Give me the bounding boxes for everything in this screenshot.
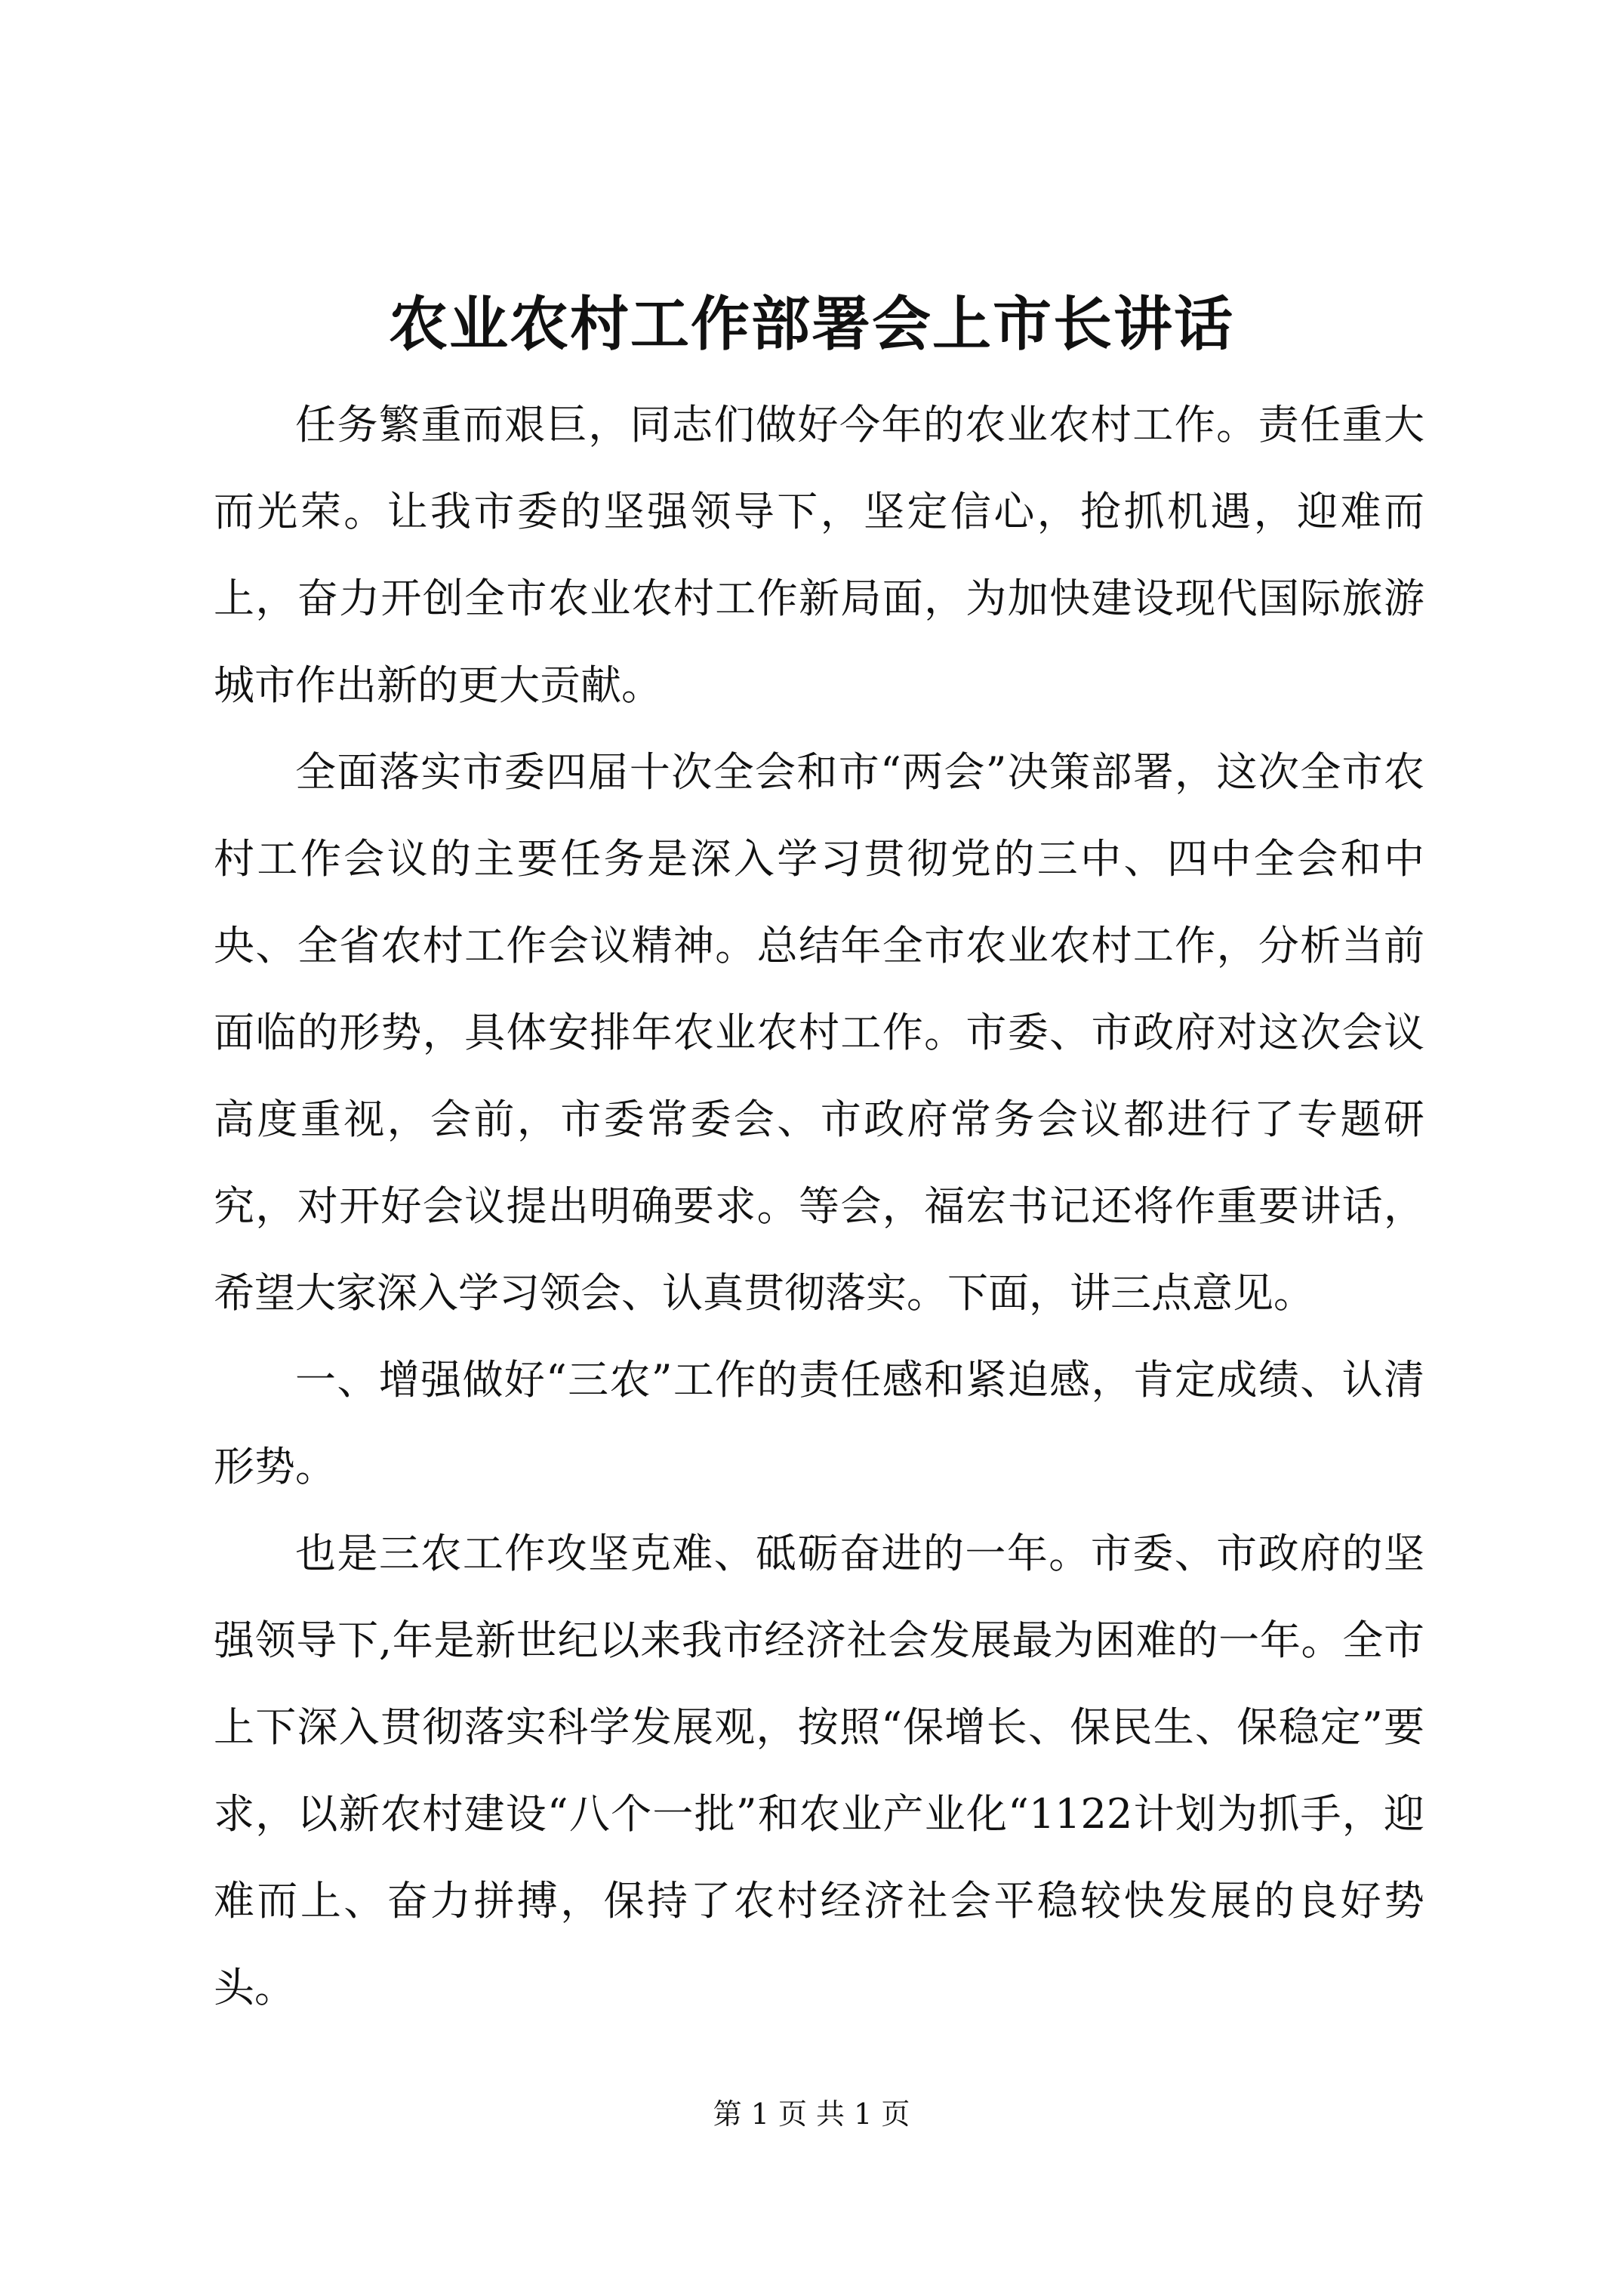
paragraph-2: 全面落实市委四届十次全会和市“两会”决策部署，这次全市农村工作会议的主要任务是深入学习贯彻党的三中、四中全会和中央、全省农村工作会议精神。总结年全市农业农村工作，分析当前面临的形势，具体安排年农业农村工作。市委、市政府对这次会议高度重视，会前，市委常委会、市政府常务会议都进行了专题研究，对开好会议提出明确要求。等会，福宏书记还将作重要讲话，希望大家深入学习领会、认真贯彻落实。下面，讲三点意见。 — [214, 748, 1424, 1317]
document-body — [214, 381, 1424, 2031]
paragraph-3: 一、增强做好“三农”工作的责任感和紧迫感，肯定成绩、认清形势。 — [214, 1356, 1424, 1490]
paragraph-1: 任务繁重而艰巨，同志们做好今年的农业农村工作。责任重大而光荣。让我市委的坚强领导下，坚定信心，抢抓机遇，迎难而上，奋力开创全市农业农村工作新局面，为加快建设现代国际旅游城市作出新的更大贡献。 — [214, 401, 1424, 709]
document-title: 农业农村工作部署会上市长讲话 — [388, 290, 1234, 359]
paragraph-4: 也是三农工作攻坚克难、砥砺奋进的一年。市委、市政府的坚强领导下,年是新世纪以来我市经济社会发展最为困难的一年。全市上下深入贯彻落实科学发展观，按照“保增长、保民生、保稳定”要求，以新农村建设“八个一批”和农业产业化“1122计划为抓手，迎难而上、奋力拼搏，保持了农村经济社会平稳较快发展的良好势头。 — [214, 1530, 1424, 2011]
page-footer: 第 1 页 共 1 页 — [713, 2097, 910, 2131]
